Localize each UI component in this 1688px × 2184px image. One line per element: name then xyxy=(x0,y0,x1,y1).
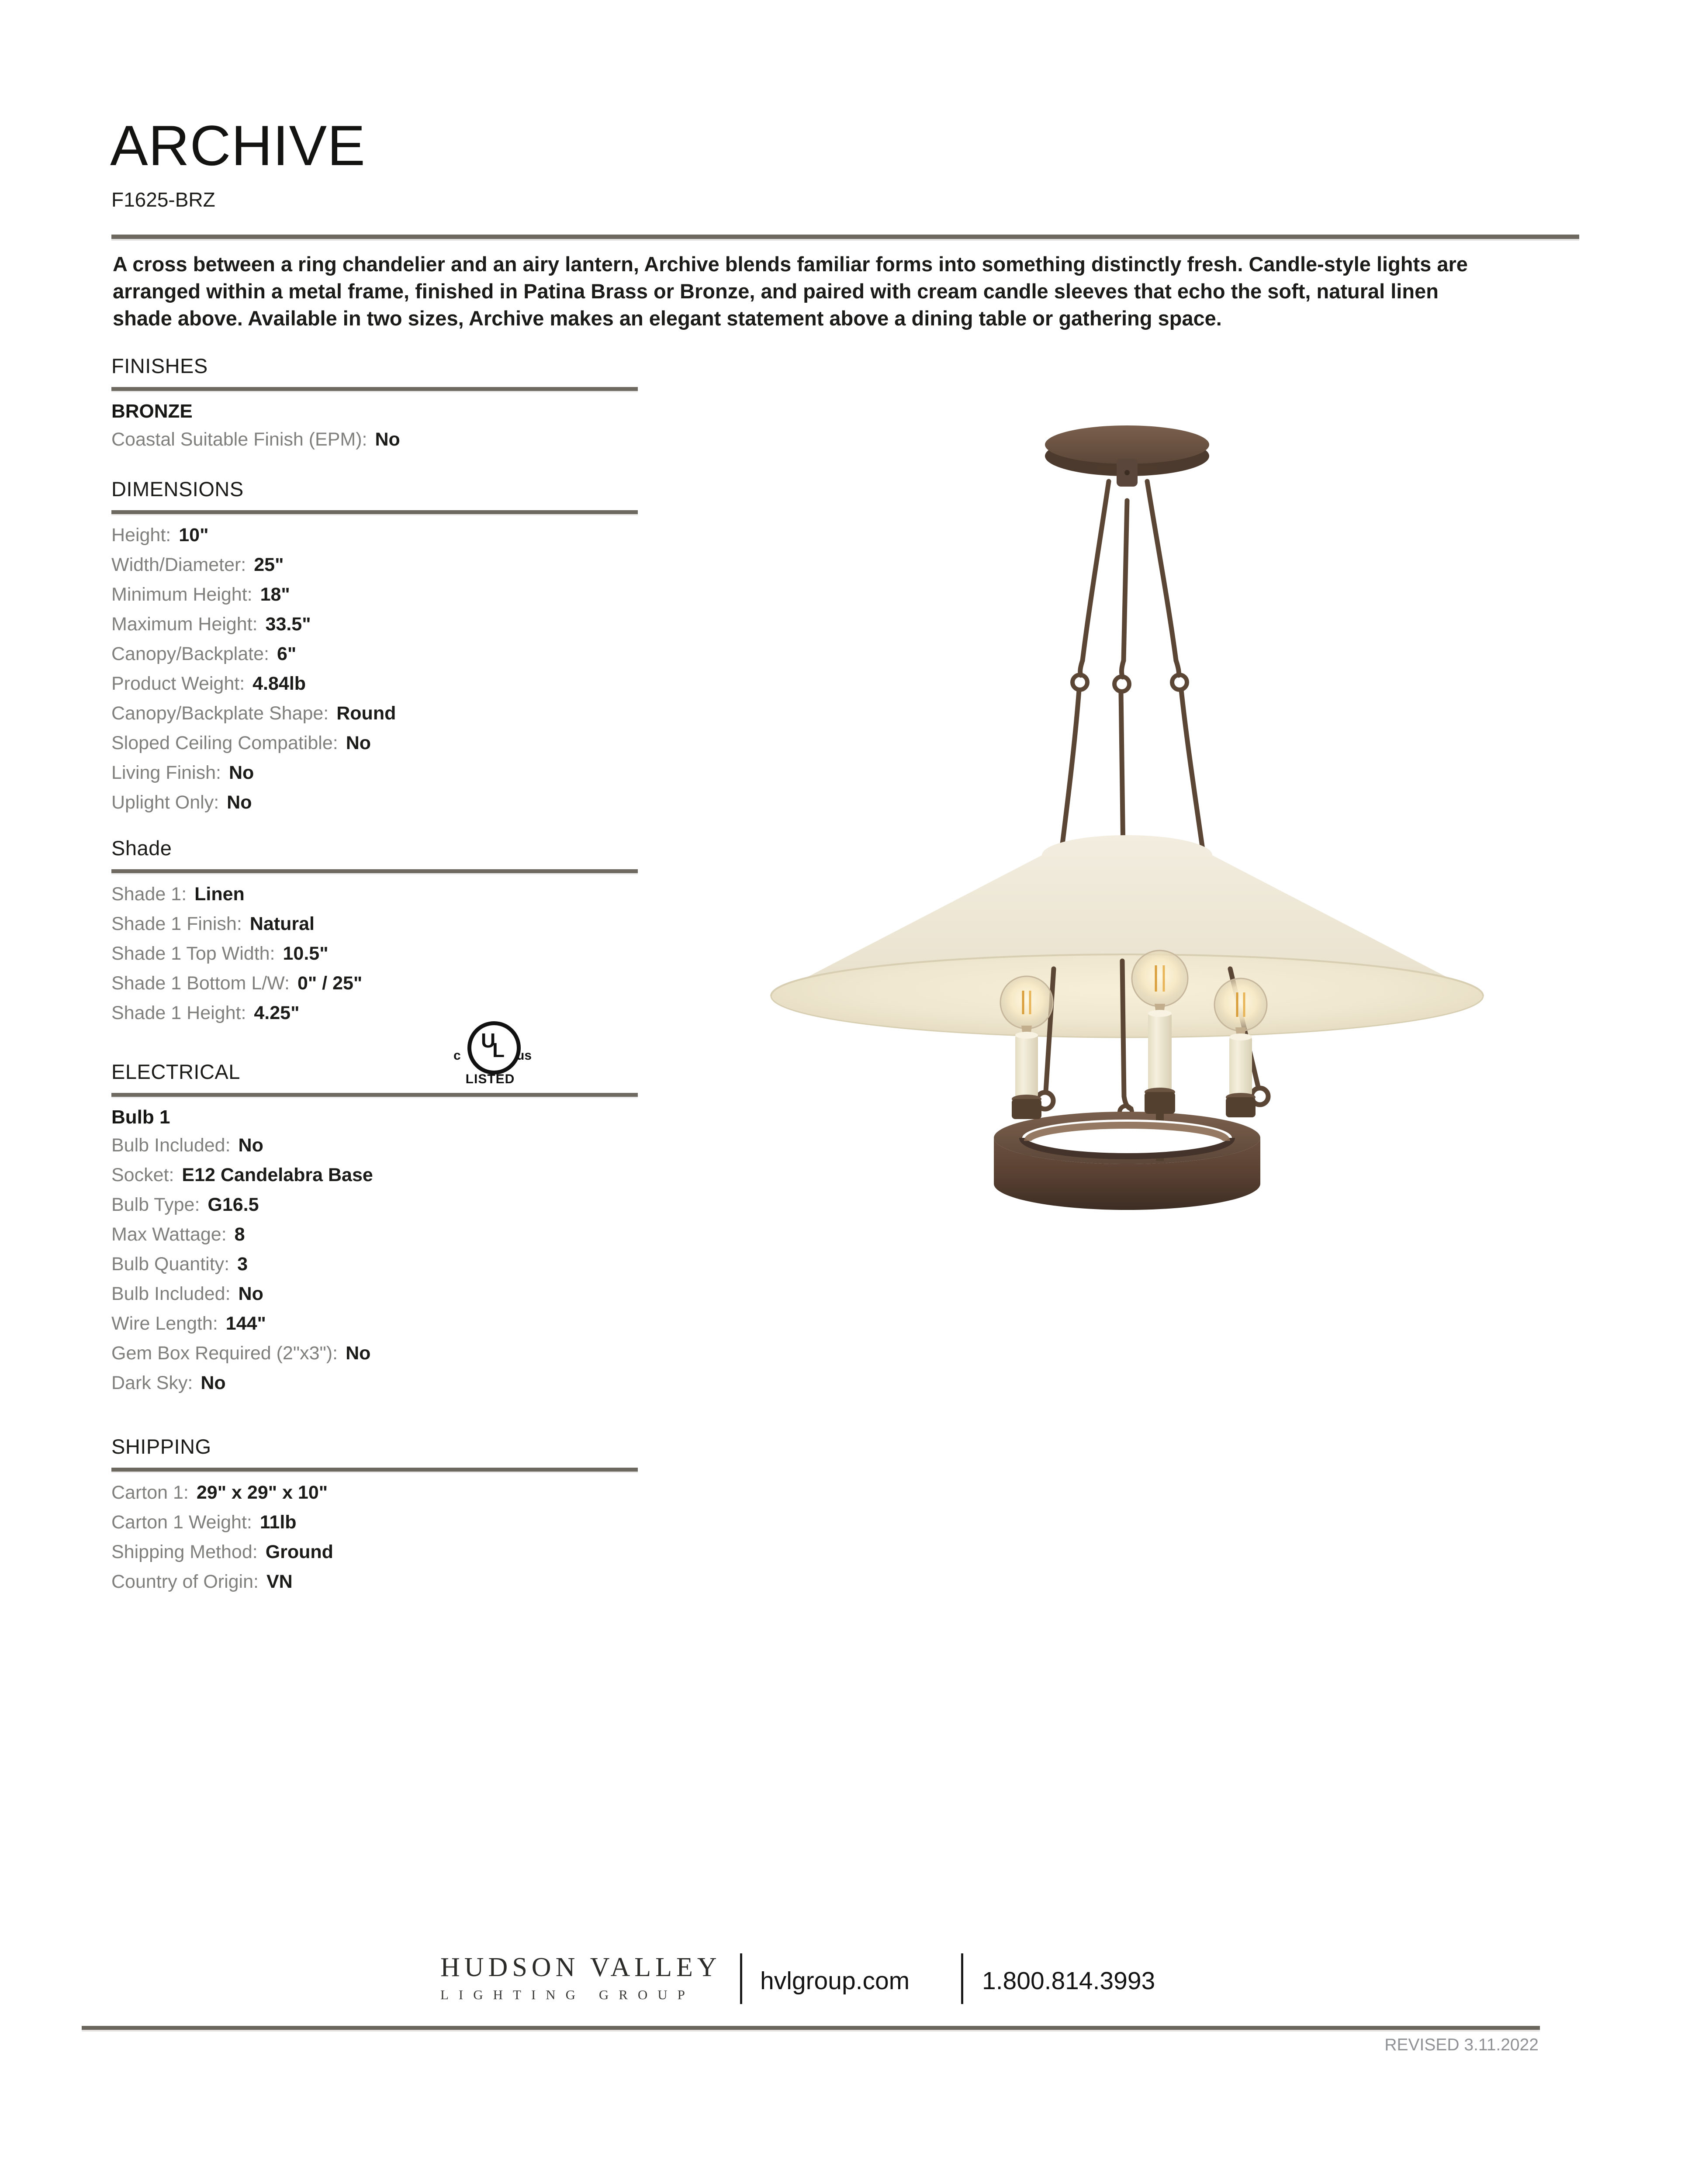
spec-row xyxy=(111,912,749,936)
spec-value: Linen xyxy=(194,884,245,905)
spec-row xyxy=(111,882,749,906)
brand-subname: LIGHTING GROUP xyxy=(440,1987,695,2002)
spec-label: Product Weight: xyxy=(111,673,245,694)
spec-value: Ground xyxy=(265,1541,333,1562)
section-dimensions xyxy=(111,478,749,820)
spec-value: No xyxy=(227,792,252,813)
spec-value: 29" x 29" x 10" xyxy=(196,1482,328,1503)
spec-value: No xyxy=(201,1372,226,1393)
spec-row xyxy=(111,790,749,815)
spec-row xyxy=(111,1001,749,1025)
spec-value: No xyxy=(228,762,254,783)
spec-label: Minimum Height: xyxy=(111,584,253,605)
ul-mark-u: U xyxy=(481,1029,496,1052)
spec-row xyxy=(111,760,749,785)
spec-label: Coastal Suitable Finish (EPM): xyxy=(111,429,367,450)
section-divider xyxy=(111,869,638,873)
description-line-1: A cross between a ring chandelier and an airy lantern, Archive blends familiar forms into something distinctly fresh. Candle-style lights are xyxy=(113,252,1468,276)
linen-shade xyxy=(771,835,1483,1037)
footer-rule xyxy=(82,2026,1540,2030)
spec-row xyxy=(111,427,749,452)
spec-label: Bulb Included: xyxy=(111,1283,231,1304)
spec-label: Sloped Ceiling Compatible: xyxy=(111,733,338,753)
spec-label: Shade 1 Top Width: xyxy=(111,943,275,964)
section-heading-finishes: FINISHES xyxy=(111,354,208,377)
section-divider xyxy=(111,510,638,514)
spec-label: Canopy/Backplate: xyxy=(111,643,269,664)
header-divider xyxy=(111,235,1579,239)
spec-value: No xyxy=(238,1135,263,1156)
suspension-rods xyxy=(1060,481,1205,865)
spec-value: 4.84lb xyxy=(253,673,306,694)
spec-label: Gem Box Required (2"x3"): xyxy=(111,1343,338,1364)
spec-row xyxy=(111,1252,749,1276)
spec-value: No xyxy=(238,1283,263,1304)
spec-row xyxy=(111,1133,749,1158)
spec-value: 25" xyxy=(254,554,284,575)
spec-value: No xyxy=(346,733,371,753)
spec-label: Carton 1: xyxy=(111,1482,189,1503)
description-line-2: arranged within a metal frame, finished in Patina Brass or Bronze, and paired with cream candle sleeves that echo the soft, natural linen xyxy=(113,280,1439,303)
spec-row xyxy=(111,1282,749,1306)
section-heading-dimensions: DIMENSIONS xyxy=(111,477,244,501)
spec-value: Natural xyxy=(249,913,315,934)
spec-label: Country of Origin: xyxy=(111,1571,259,1592)
spec-label: Uplight Only: xyxy=(111,792,219,813)
footer-divider-bar xyxy=(740,1953,742,2004)
shipping-rows xyxy=(111,1480,749,1594)
product-sku: F1625-BRZ xyxy=(111,188,215,211)
product-description xyxy=(113,251,1468,332)
spec-label: Living Finish: xyxy=(111,762,221,783)
spec-row xyxy=(111,701,749,726)
spec-row xyxy=(111,941,749,966)
spec-value: 11lb xyxy=(259,1512,297,1533)
spec-value: 10" xyxy=(179,525,209,546)
spec-value: No xyxy=(375,429,400,450)
spec-row xyxy=(111,1341,749,1365)
section-heading-shade: Shade xyxy=(111,836,172,860)
spec-row xyxy=(111,731,749,755)
spec-row xyxy=(111,642,749,666)
section-electrical xyxy=(111,1061,749,1400)
ul-c-label: c xyxy=(453,1048,461,1063)
spec-row xyxy=(111,1222,749,1247)
spec-label: Canopy/Backplate Shape: xyxy=(111,703,329,724)
spec-value: 3 xyxy=(237,1254,248,1275)
spec-label: Bulb Included: xyxy=(111,1135,231,1156)
section-divider xyxy=(111,387,638,391)
spec-label: Shade 1: xyxy=(111,884,187,905)
spec-label: Socket: xyxy=(111,1165,174,1185)
footer-phone: 1.800.814.3993 xyxy=(982,1967,1155,1995)
section-shade xyxy=(111,837,749,1030)
spec-value: G16.5 xyxy=(208,1194,259,1215)
spec-value: Round xyxy=(336,703,396,724)
spec-label: Shade 1 Finish: xyxy=(111,913,242,934)
spec-row xyxy=(111,1192,749,1217)
spec-row xyxy=(111,1163,749,1187)
ul-us-label: us xyxy=(516,1048,532,1063)
spec-row xyxy=(111,582,749,607)
bulb-group-heading: Bulb 1 xyxy=(111,1106,170,1128)
finishes-rows xyxy=(111,427,749,452)
section-heading-electrical: ELECTRICAL xyxy=(111,1060,240,1083)
description-line-3: shade above. Available in two sizes, Archive makes an elegant statement above a dining table or gathering space. xyxy=(113,307,1222,330)
ul-mark-l: L xyxy=(492,1039,505,1061)
section-finishes xyxy=(111,355,749,457)
section-divider xyxy=(111,1468,638,1472)
brand-logo xyxy=(440,1953,721,2002)
revised-date: REVISED 3.11.2022 xyxy=(1384,2035,1539,2054)
spec-label: Height: xyxy=(111,525,171,546)
page-title: ARCHIVE xyxy=(110,114,366,177)
dimensions-rows xyxy=(111,523,749,815)
spec-row xyxy=(111,1569,749,1594)
spec-row xyxy=(111,971,749,995)
spec-row xyxy=(111,553,749,577)
shade-rows xyxy=(111,882,749,1025)
spec-value: 4.25" xyxy=(254,1002,300,1023)
spec-row xyxy=(111,671,749,696)
spec-row xyxy=(111,1371,749,1395)
footer-website: hvlgroup.com xyxy=(760,1967,910,1995)
spec-label: Carton 1 Weight: xyxy=(111,1512,252,1533)
spec-label: Dark Sky: xyxy=(111,1372,193,1393)
spec-row xyxy=(111,1510,749,1534)
finish-name: BRONZE xyxy=(111,401,193,422)
spec-label: Bulb Quantity: xyxy=(111,1254,230,1275)
product-image xyxy=(743,415,1595,1245)
ul-listed-label: LISTED xyxy=(465,1072,515,1086)
spec-label: Max Wattage: xyxy=(111,1224,227,1245)
spec-value: No xyxy=(346,1343,371,1364)
spec-value: 6" xyxy=(277,643,297,664)
spec-label: Wire Length: xyxy=(111,1313,218,1334)
spec-row xyxy=(111,1540,749,1564)
spec-label: Width/Diameter: xyxy=(111,554,246,575)
spec-label: Shade 1 Height: xyxy=(111,1002,246,1023)
brand-name: HUDSON VALLEY xyxy=(440,1952,721,1982)
spec-value: 0" / 25" xyxy=(297,973,363,994)
spec-value: 33.5" xyxy=(265,614,311,635)
spec-value: E12 Candelabra Base xyxy=(182,1165,373,1185)
section-shipping xyxy=(111,1435,749,1599)
spec-row xyxy=(111,612,749,636)
spec-label: Shade 1 Bottom L/W: xyxy=(111,973,290,994)
canopy xyxy=(1045,425,1209,487)
footer-divider-bar xyxy=(961,1953,963,2004)
electrical-rows xyxy=(111,1133,749,1395)
spec-row xyxy=(111,1480,749,1505)
section-heading-shipping: SHIPPING xyxy=(111,1435,211,1458)
spec-value: VN xyxy=(266,1571,293,1592)
spec-label: Bulb Type: xyxy=(111,1194,200,1215)
spec-value: 10.5" xyxy=(283,943,329,964)
spec-value: 8 xyxy=(234,1224,245,1245)
spec-value: 18" xyxy=(260,584,290,605)
spec-label: Shipping Method: xyxy=(111,1541,258,1562)
spec-value: 144" xyxy=(225,1313,266,1334)
section-divider xyxy=(111,1093,638,1097)
spec-row xyxy=(111,1311,749,1336)
spec-row xyxy=(111,523,749,547)
spec-label: Maximum Height: xyxy=(111,614,258,635)
